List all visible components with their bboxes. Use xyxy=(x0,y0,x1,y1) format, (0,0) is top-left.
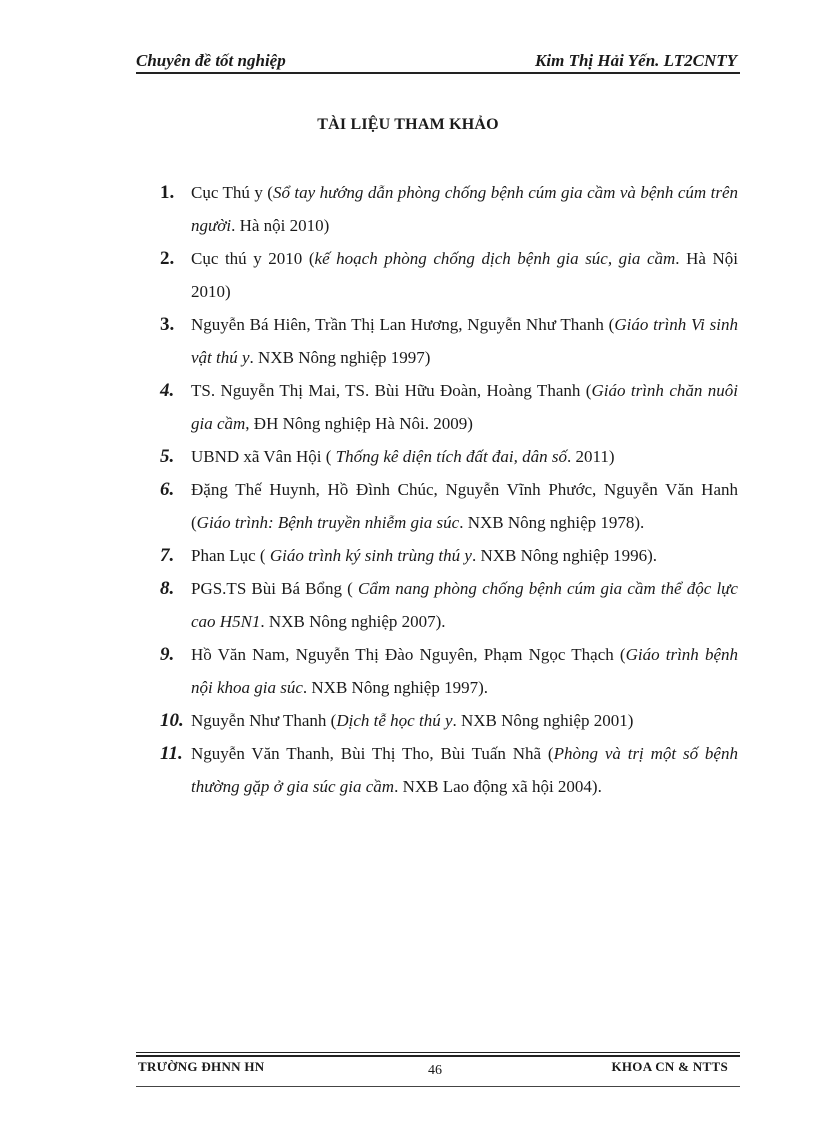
reference-item xyxy=(160,308,738,374)
reference-text xyxy=(191,711,633,730)
reference-title: Dịch tễ học thú y xyxy=(336,711,453,730)
reference-authors: Đặng Thế Huynh, Hồ Đình Chúc, Nguyễn Vĩnh Phước, Nguyễn Văn Hanh ( xyxy=(191,480,738,532)
footer-faculty: KHOA CN & NTTS xyxy=(611,1059,728,1074)
reference-item xyxy=(160,440,738,473)
reference-item xyxy=(160,737,738,803)
reference-title: Thống kê diện tích đất đai, dân số xyxy=(335,447,568,466)
reference-item xyxy=(160,473,738,539)
reference-title: kế hoạch phòng chống dịch bệnh gia súc, gia cầm xyxy=(314,249,676,268)
reference-publisher: . 2011) xyxy=(567,447,615,466)
header-document-type: Chuyên đề tốt nghiệp xyxy=(136,51,286,70)
reference-authors: Cục Thú y ( xyxy=(191,183,273,202)
reference-text xyxy=(191,447,615,466)
reference-text xyxy=(191,546,657,565)
reference-item xyxy=(160,242,738,308)
reference-publisher: . NXB Nông nghiệp 1978). xyxy=(459,513,645,532)
reference-publisher: . NXB Nông nghiệp 1996). xyxy=(471,546,658,565)
reference-publisher: . Hà nội 2010) xyxy=(231,216,330,235)
reference-text xyxy=(191,381,738,433)
reference-number: 5. xyxy=(160,446,175,467)
reference-authors: UBND xã Vân Hội ( xyxy=(191,447,336,466)
header-author: Kim Thị Hải Yến. LT2CNTY xyxy=(535,51,737,70)
footer-rule-thick xyxy=(136,1055,740,1057)
reference-publisher: . NXB Nông nghiệp 1997). xyxy=(302,678,489,697)
reference-text xyxy=(191,645,738,697)
reference-title: Giáo trình chăn nuôi gia cầm xyxy=(191,381,738,433)
footer-bottom-rule xyxy=(136,1086,740,1087)
reference-number: 7. xyxy=(160,545,175,566)
reference-text xyxy=(191,480,738,532)
reference-authors: Cục thú y 2010 ( xyxy=(191,249,315,268)
reference-item xyxy=(160,572,738,638)
reference-title: Phòng và trị một số bệnh thường gặp ở gia súc gia cầm xyxy=(191,744,738,796)
reference-item xyxy=(160,176,738,242)
reference-title: Cẩm nang phòng chống bệnh cúm gia cầm thể độc lực cao H5N1 xyxy=(191,579,738,631)
reference-number: 6. xyxy=(160,479,175,500)
header-rule xyxy=(136,72,740,74)
reference-number: 1. xyxy=(160,182,175,203)
reference-text xyxy=(191,183,738,235)
reference-title: Giáo trình ký sinh trùng thú y xyxy=(269,546,472,565)
reference-authors: Nguyễn Văn Thanh, Bùi Thị Tho, Bùi Tuấn Nhã ( xyxy=(191,744,554,763)
reference-title: Sổ tay hướng dẫn phòng chống bệnh cúm gia cầm và bệnh cúm trên người xyxy=(191,183,738,235)
footer-school: TRƯỜNG ĐHNN HN xyxy=(138,1059,265,1074)
reference-text xyxy=(191,579,738,631)
page-number: 46 xyxy=(428,1063,442,1078)
reference-text xyxy=(191,744,738,796)
reference-number: 4. xyxy=(160,380,175,401)
reference-number: 11. xyxy=(160,743,183,764)
reference-title: Giáo trình: Bệnh truyền nhiễm gia súc xyxy=(196,513,460,532)
reference-text xyxy=(191,315,738,367)
reference-number: 3. xyxy=(160,314,175,335)
reference-authors: Nguyễn Bá Hiên, Trần Thị Lan Hương, Nguyễn Như Thanh ( xyxy=(191,315,615,334)
page-title: TÀI LIỆU THAM KHẢO xyxy=(317,116,499,133)
reference-number: 2. xyxy=(160,248,175,269)
reference-number: 8. xyxy=(160,578,175,599)
reference-list xyxy=(160,176,738,803)
reference-publisher: . NXB Nông nghiệp 2007). xyxy=(260,612,446,631)
reference-publisher: . Hà Nội 2010) xyxy=(191,249,738,301)
reference-item xyxy=(160,539,738,572)
page-footer xyxy=(136,1050,740,1090)
reference-number: 9. xyxy=(160,644,175,665)
page-header xyxy=(136,48,740,72)
reference-publisher: , ĐH Nông nghiệp Hà Nôi. 2009) xyxy=(245,414,473,433)
reference-title: Giáo trình Vi sinh vật thú y xyxy=(191,315,738,367)
reference-publisher: . NXB Nông nghiệp 1997) xyxy=(249,348,431,367)
reference-title: Giáo trình bệnh nội khoa gia súc xyxy=(191,645,739,697)
reference-text xyxy=(191,249,738,301)
reference-authors: Phan Lục ( xyxy=(191,546,270,565)
reference-item xyxy=(160,638,738,704)
reference-authors: Hồ Văn Nam, Nguyễn Thị Đào Nguyên, Phạm Ngọc Thạch ( xyxy=(191,645,626,664)
reference-item xyxy=(160,704,738,737)
reference-publisher: . NXB Lao động xã hội 2004). xyxy=(394,777,602,796)
reference-authors: PGS.TS Bùi Bá Bổng ( xyxy=(191,579,358,598)
reference-authors: TS. Nguyễn Thị Mai, TS. Bùi Hữu Đoàn, Hoàng Thanh ( xyxy=(191,381,592,400)
reference-item xyxy=(160,374,738,440)
reference-publisher: . NXB Nông nghiệp 2001) xyxy=(452,711,634,730)
footer-rule xyxy=(136,1052,740,1053)
reference-number: 10. xyxy=(160,710,184,731)
reference-authors: Nguyễn Như Thanh ( xyxy=(191,711,337,730)
